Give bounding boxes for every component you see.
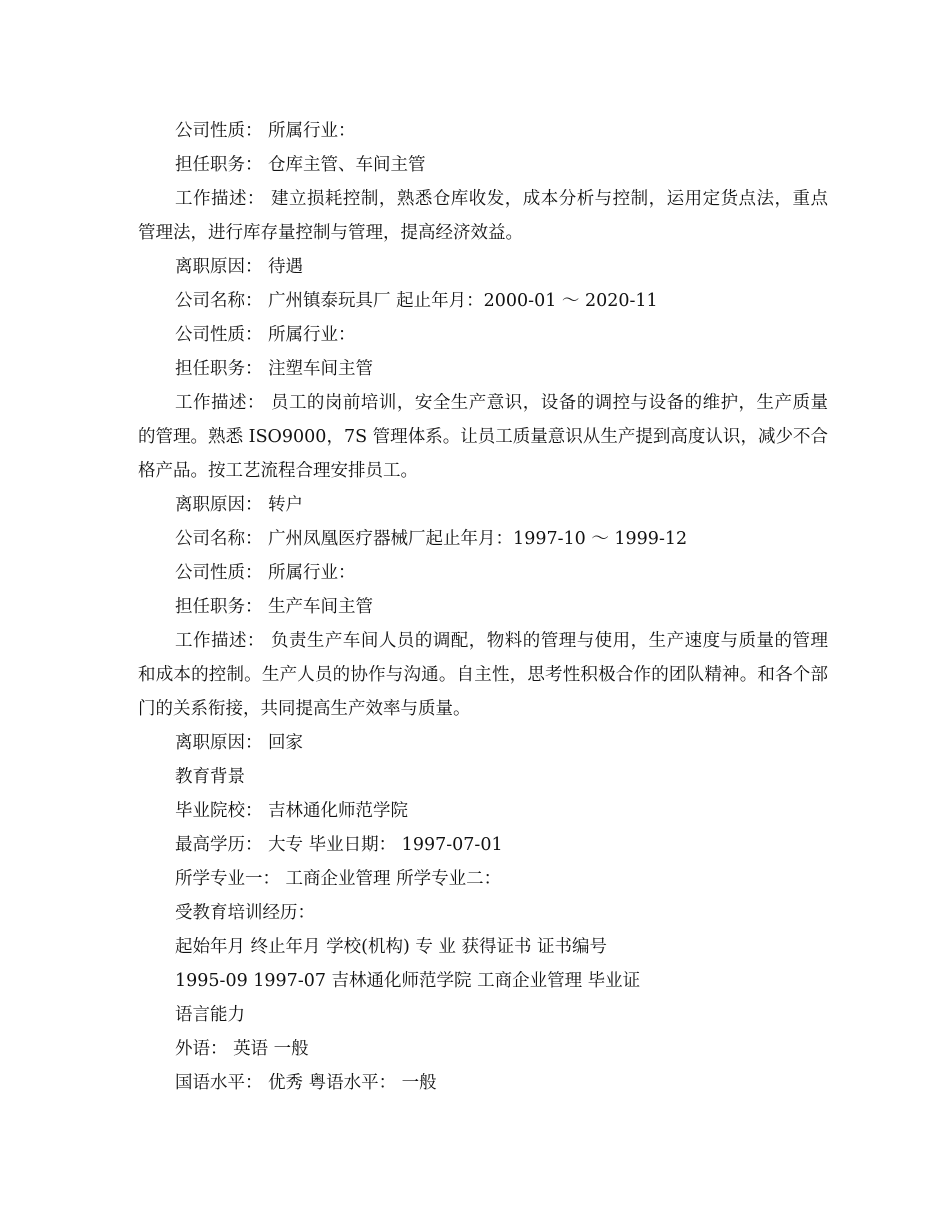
text-line-highest-degree: 最高学历： 大专 毕业日期： 1997-07-01 (175, 835, 503, 855)
section-heading-education: 教育背景 (175, 767, 245, 787)
text-line-position-3: 担任职务： 生产车间主管 (175, 597, 374, 617)
text-line-company-name-2: 公司名称： 广州镇泰玩具厂 起止年月：2000-01 ～ 2020-11 (175, 291, 658, 311)
text-paragraph-job-description-2: 工作描述： 员工的岗前培训，安全生产意识，设备的调控与设备的维护，生产质量的管理。熟悉 ISO9000，7S 管理体系。让员工质量意识从生产提到高度认识，减少不合格产品。按工艺流程合理安排员工。 (138, 393, 828, 481)
text-line-majors: 所学专业一： 工商企业管理 所学专业二： (175, 869, 502, 889)
text-line-foreign-language: 外语： 英语 一般 (175, 1039, 309, 1059)
text-line-leave-reason-2: 离职原因： 转户 (175, 495, 304, 515)
text-line-graduate-school: 毕业院校： 吉林通化师范学院 (175, 801, 409, 821)
text-line-company-nature-3: 公司性质： 所属行业： (175, 563, 356, 583)
text-line-mandarin-cantonese: 国语水平： 优秀 粤语水平： 一般 (175, 1073, 437, 1093)
section-heading-language: 语言能力 (175, 1005, 245, 1025)
text-line-training-columns: 起始年月 终止年月 学校(机构) 专 业 获得证书 证书编号 (175, 937, 608, 957)
text-line-company-nature-2: 公司性质： 所属行业： (175, 325, 356, 345)
text-paragraph-job-description-3: 工作描述： 负责生产车间人员的调配，物料的管理与使用，生产速度与质量的管理和成本的控制。生产人员的协作与沟通。自主性，思考性积极合作的团队精神。和各个部门的关系衔接，共同提高生产效率与质量。 (138, 631, 828, 719)
text-line-training-heading: 受教育培训经历： (175, 903, 315, 923)
text-line-leave-reason-3: 离职原因： 回家 (175, 733, 304, 753)
text-paragraph-job-description-1: 工作描述： 建立损耗控制，熟悉仓库收发，成本分析与控制，运用定货点法，重点管理法，进行库存量控制与管理，提高经济效益。 (138, 189, 828, 243)
text-line-training-record: 1995-09 1997-07 吉林通化师范学院 工商企业管理 毕业证 (175, 971, 641, 991)
text-line-company-name-3: 公司名称： 广州凤凰医疗器械厂起止年月：1997-10 ～ 1999-12 (175, 529, 688, 549)
text-line-position-2: 担任职务： 注塑车间主管 (175, 359, 374, 379)
text-line-leave-reason-1: 离职原因： 待遇 (175, 257, 304, 277)
text-line-position-1: 担任职务： 仓库主管、车间主管 (175, 155, 426, 175)
text-line-company-nature-1: 公司性质： 所属行业： (175, 121, 356, 141)
resume-body (138, 114, 828, 1100)
